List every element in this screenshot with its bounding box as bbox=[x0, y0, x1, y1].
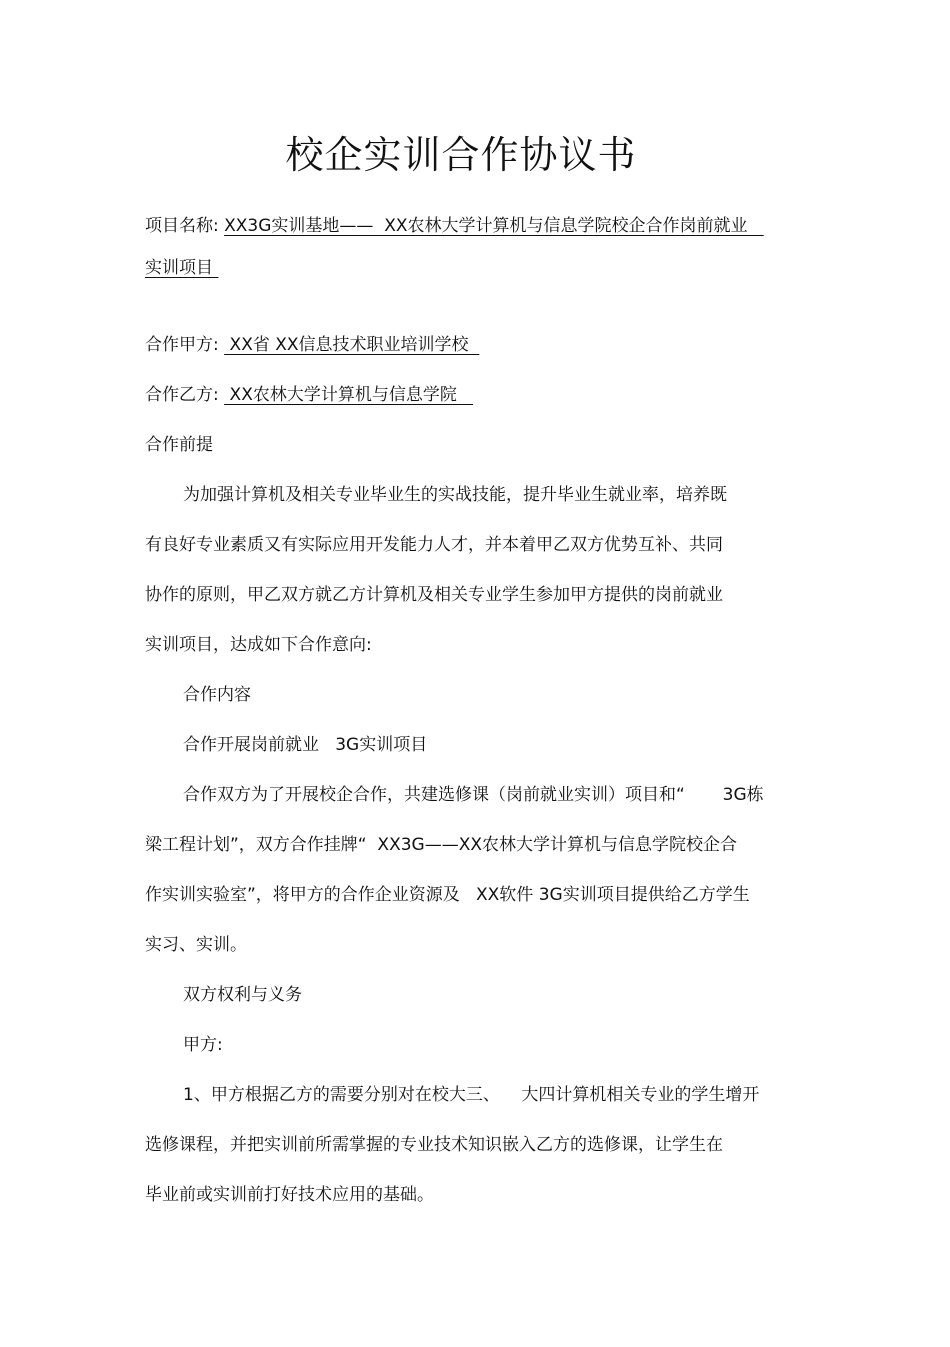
content-heading: 合作内容 bbox=[183, 685, 251, 705]
premise-line: 实训项目，达成如下合作意向: bbox=[145, 635, 372, 655]
content-line: 作实训实验室”，将甲方的合作企业资源及 XX软件 3G实训项目提供给乙方学生 bbox=[145, 885, 750, 905]
party-b-row bbox=[145, 384, 473, 406]
rights-line: 选修课程，并把实训前所需掌握的专业技术知识嵌入乙方的选修课，让学生在 bbox=[145, 1135, 723, 1155]
content-line: 实习、实训。 bbox=[145, 935, 247, 955]
content-line: 合作双方为了开展校企合作，共建选修课（岗前就业实训）项目和“ 3G栋 bbox=[183, 785, 764, 805]
project-name-label: 项目名称: bbox=[145, 216, 225, 236]
party-a-value: XX省 XX信息技术职业培训学校 bbox=[224, 335, 480, 355]
premise-heading: 合作前提 bbox=[145, 435, 213, 455]
premise-line: 为加强计算机及相关专业毕业生的实战技能，提升毕业生就业率，培养既 bbox=[183, 485, 727, 505]
party-a-label: 合作甲方: bbox=[145, 335, 225, 355]
project-name-value: XX3G实训基地—— XX农林大学计算机与信息学院校企合作岗前就业 bbox=[224, 216, 764, 236]
premise-line: 有良好专业素质又有实际应用开发能力人才，并本着甲乙双方优势互补、共同 bbox=[145, 535, 723, 555]
rights-heading: 双方权利与义务 bbox=[183, 985, 302, 1005]
content-subheading: 合作开展岗前就业 3G实训项目 bbox=[183, 735, 428, 755]
rights-line: 1、甲方根据乙方的需要分别对在校大三、 大四计算机相关专业的学生增开 bbox=[183, 1085, 760, 1105]
party-a-row bbox=[145, 334, 479, 356]
party-b-label: 合作乙方: bbox=[145, 385, 225, 405]
project-name-value-cont: 实训项目 bbox=[145, 258, 219, 278]
party-a-heading: 甲方: bbox=[183, 1035, 223, 1055]
document-title: 校企实训合作协议书 bbox=[285, 133, 637, 177]
project-name-row bbox=[145, 215, 764, 237]
premise-line: 协作的原则，甲乙双方就乙方计算机及相关专业学生参加甲方提供的岗前就业 bbox=[145, 585, 723, 605]
content-line: 梁工程计划”，双方合作挂牌“ XX3G——XX农林大学计算机与信息学院校企合 bbox=[145, 835, 737, 855]
rights-line: 毕业前或实训前打好技术应用的基础。 bbox=[145, 1185, 434, 1205]
party-b-value: XX农林大学计算机与信息学院 bbox=[224, 385, 474, 405]
